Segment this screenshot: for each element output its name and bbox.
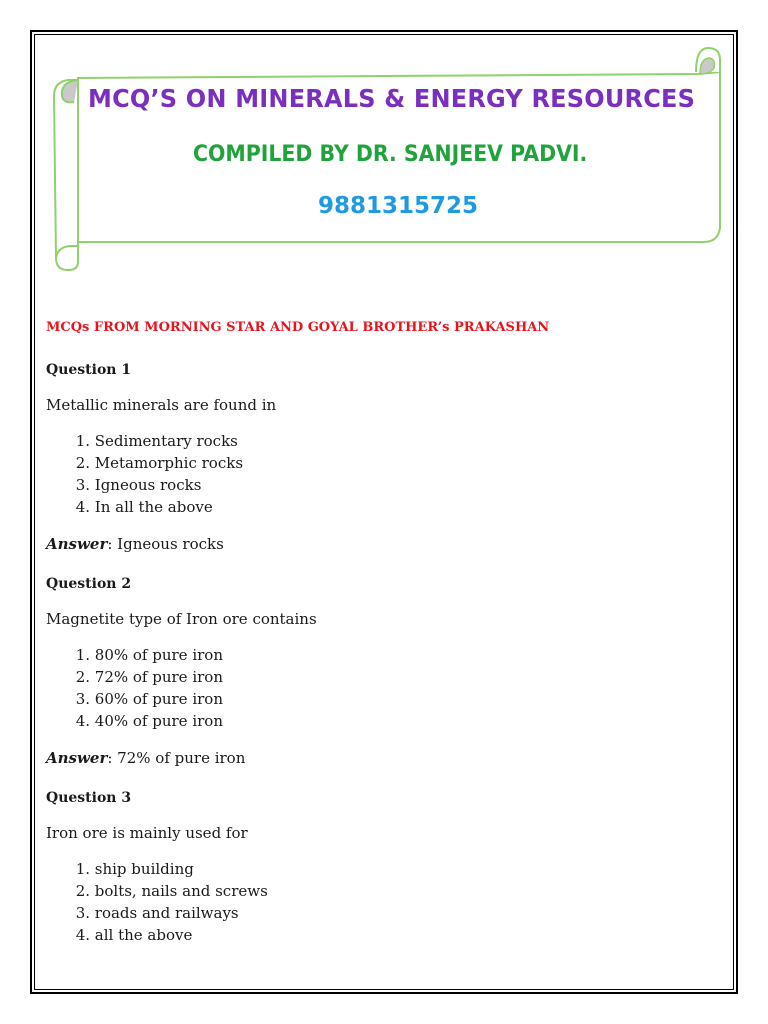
option-item: 1. Sedimentary rocks [75, 432, 238, 450]
option-item: 4. all the above [75, 926, 193, 944]
option-item: 1. ship building [75, 860, 194, 878]
option-item: 2. Metamorphic rocks [75, 454, 244, 472]
option-item: 3. 60% of pure iron [75, 690, 223, 708]
option-item: 1. 80% of pure iron [75, 646, 223, 664]
option-item: 2. bolts, nails and screws [75, 882, 268, 900]
option-item: 4. In all the above [75, 498, 213, 516]
question-text: Magnetite type of Iron ore contains [46, 610, 317, 628]
option-item: 3. roads and railways [75, 904, 239, 922]
question-text: Iron ore is mainly used for [46, 824, 248, 842]
question-heading: Question 1 [46, 362, 132, 378]
option-item: 3. Igneous rocks [75, 476, 202, 494]
phone-number: 9881315725 [318, 193, 479, 219]
option-item: 2. 72% of pure iron [75, 668, 223, 686]
question-text: Metallic minerals are found in [46, 396, 277, 414]
compiled-by-line: COMPILED BY DR. SANJEEV PADVI. [193, 142, 588, 167]
question-heading: Question 2 [46, 576, 132, 592]
answer-line: Answer: Igneous rocks [46, 535, 224, 553]
option-item: 4. 40% of pure iron [75, 712, 223, 730]
document-title: MCQ’S ON MINERALS & ENERGY RESOURCES [88, 84, 696, 113]
answer-line: Answer: 72% of pure iron [46, 749, 246, 767]
source-line: MCQs FROM MORNING STAR AND GOYAL BROTHER’s PRAKASHAN [46, 320, 550, 335]
question-heading: Question 3 [46, 790, 132, 806]
